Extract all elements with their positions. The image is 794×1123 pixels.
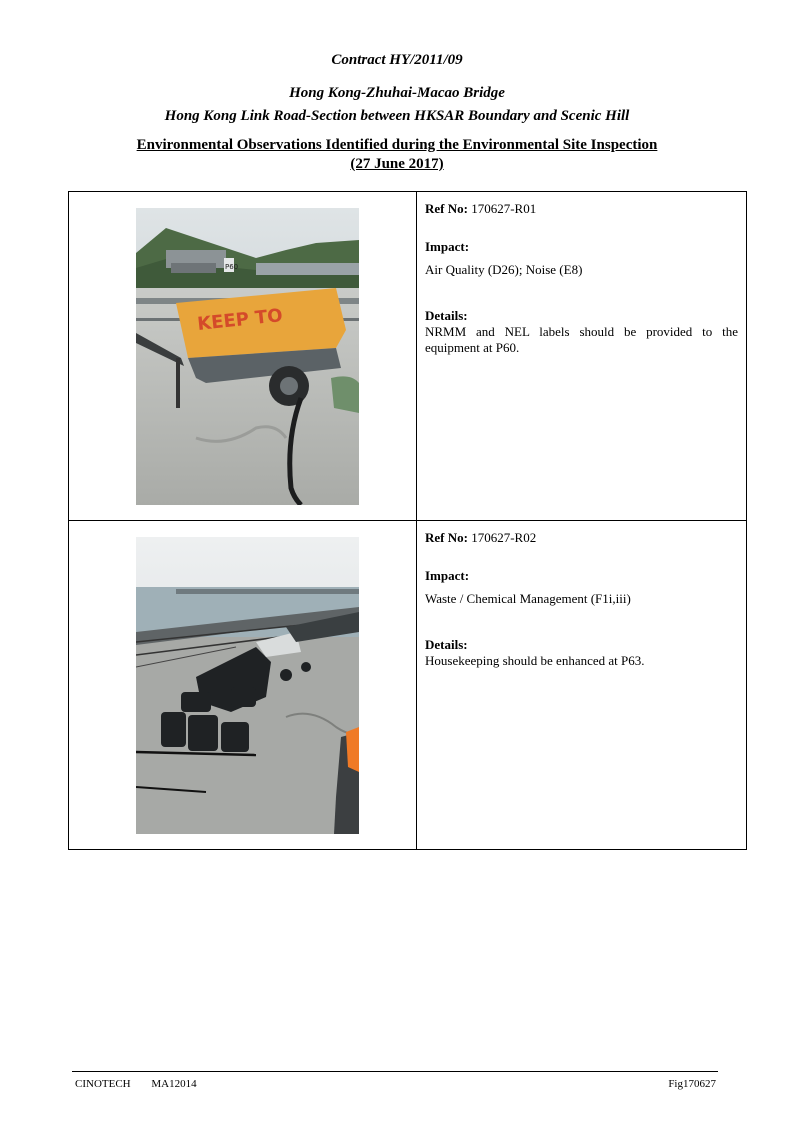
contract-number: Contract HY/2011/09	[331, 52, 463, 68]
ref-line	[425, 530, 738, 546]
impact-text: Air Quality (D26); Noise (E8)	[425, 261, 583, 277]
details-label: Details:	[425, 307, 468, 323]
observation-details-cell	[417, 192, 747, 521]
inspection-date: (27 June 2017)	[350, 156, 444, 172]
observation-details-cell	[417, 521, 747, 850]
photo-cell	[69, 192, 417, 521]
impact-text: Waste / Chemical Management (F1i,iii)	[425, 590, 631, 606]
details-text: NRMM and NEL labels should be provided to the equipment at P60.	[425, 324, 738, 356]
observations-table	[68, 191, 747, 850]
project-title-line2: Hong Kong Link Road-Section between HKSAR Boundary and Scenic Hill	[164, 108, 630, 124]
details-text: Housekeeping should be enhanced at P63.	[425, 653, 645, 668]
document-reference: MA12014	[151, 1078, 197, 1090]
photo-cell	[69, 521, 417, 850]
footer-divider	[72, 1071, 718, 1072]
photo-spray-text: KEEP TO	[196, 305, 284, 335]
details-label: Details:	[425, 636, 468, 652]
footer-left	[75, 1078, 197, 1090]
impact-label: Impact:	[425, 568, 470, 584]
observation-row	[69, 521, 747, 850]
ref-number: 170627-R02	[471, 530, 537, 545]
company-name: CINOTECH	[75, 1078, 131, 1090]
photo-tag-text: P60	[225, 263, 239, 271]
document-title: Environmental Observations Identified during the Environmental Site Inspection	[136, 137, 658, 153]
impact-label: Impact:	[425, 239, 470, 255]
ref-label: Ref No:	[425, 530, 468, 545]
site-photo-waste	[136, 537, 359, 834]
project-title-line1: Hong Kong-Zhuhai-Macao Bridge	[289, 85, 505, 101]
ref-number: 170627-R01	[471, 201, 537, 216]
observation-row	[69, 192, 747, 521]
figure-reference: Fig170627	[668, 1078, 716, 1090]
ref-label: Ref No:	[425, 201, 468, 216]
site-photo-compressor	[136, 208, 359, 505]
ref-line	[425, 201, 738, 217]
